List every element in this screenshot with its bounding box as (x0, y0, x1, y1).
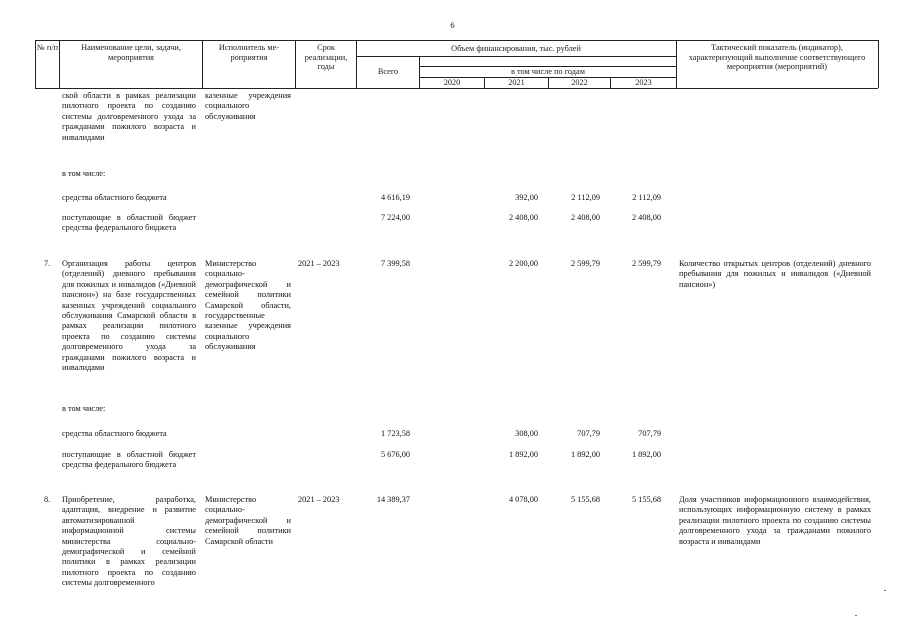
row-2021: 1 892,00 (508, 450, 538, 459)
header-year-2023: 2023 (635, 78, 652, 87)
header-year-2020: 2020 (443, 78, 461, 87)
scan-speck (884, 590, 886, 591)
row-2021: 308,00 (515, 429, 538, 438)
page-number: 6 (450, 20, 455, 30)
row-total: 5 676,00 (380, 450, 410, 459)
row-2023: 5 155,68 (631, 495, 661, 504)
row-2022: 1 892,00 (570, 450, 600, 459)
row-2022: 2 599,79 (570, 259, 600, 268)
row-2022: 2 112,09 (571, 193, 600, 202)
row-name: в том числе: (62, 404, 106, 413)
row-name: средства областного бюджета (62, 429, 167, 438)
row-executor: казенные учреждения социального обслуживания (205, 91, 291, 121)
row-term: 2021 – 2023 (298, 259, 340, 268)
row-executor: Министерство социально-демографической и семейной политики Самарской области (205, 495, 291, 546)
header-col-name: Наименование цели, задачи, мероприятия (81, 43, 181, 62)
header-year-2022: 2022 (571, 78, 588, 87)
row-2021: 392,00 (515, 193, 538, 202)
row-total: 4 616,19 (380, 193, 410, 202)
row-2023: 2 112,09 (632, 193, 661, 202)
row-name: поступающие в областной бюджет средства федерального бюджета (62, 213, 196, 233)
row-name: средства областного бюджета (62, 193, 167, 202)
row-number: 8. (44, 495, 51, 504)
row-2021: 4 078,00 (508, 495, 538, 504)
row-indicator: Количество открытых центров (отделений) дневного пребывания для пожилых и инвалидов («Дневной пансион») (679, 259, 871, 289)
row-2022: 5 155,68 (570, 495, 600, 504)
header-year-2021: 2021 (508, 78, 525, 87)
row-executor: Министерство социально-демографической и семейной политики Самарской области, государственные казенные учреждения социального обслуживания (205, 259, 291, 352)
scan-speck (855, 615, 857, 616)
row-total: 14 389,37 (376, 495, 410, 504)
header-col-term: Срок реализации, годы (304, 43, 348, 72)
row-2022: 2 408,00 (570, 213, 600, 222)
row-2023: 707,79 (638, 429, 661, 438)
row-total: 1 723,58 (380, 429, 410, 438)
row-name: Приобретение, разработка, адаптация, внедрение и развитие автоматизированной информационной системы министерства социально-демографической и семейной политики в рамках реализации пилотного проекта по созданию системы долговременного (62, 495, 196, 588)
row-2022: 707,79 (577, 429, 600, 438)
header-col-executor: Исполнитель ме-роприятия (218, 43, 280, 62)
header-col-no: № п/п (36, 43, 59, 52)
header-col-indicator: Тактический показатель (индикатор), характеризующий выполнение соответствующего мероприятия (мероприятий) (688, 43, 866, 72)
row-total: 7 399,58 (380, 259, 410, 268)
row-indicator: Доля участников информационного взаимодействия, использующих информационную систему в рамках реализации пилотного проекта по созданию системы долговременного ухода за гражданами пожилого возраста и инвалидами (679, 495, 871, 546)
row-2021: 2 408,00 (508, 213, 538, 222)
header-col-total: Всего (377, 67, 399, 76)
row-name: поступающие в областной бюджет средства федерального бюджета (62, 450, 196, 470)
row-2021: 2 200,00 (508, 259, 538, 268)
row-2023: 2 408,00 (631, 213, 661, 222)
row-term: 2021 – 2023 (298, 495, 340, 504)
row-name: Организация работы центров (отделений) дневного пребывания для пожилых и инвалидов («Дневной пансион») на базе государственных казенных учреждений социального обслуживания Самарской области в рамках реализации пилотного проекта по созданию системы долговременного ухода за гражданами пожилого возраста и инвалидами (62, 259, 196, 373)
row-2023: 1 892,00 (631, 450, 661, 459)
header-col-finance: Объем финансирования, тыс. рублей (451, 44, 581, 53)
header-col-by-years: в том числе по годам (511, 67, 585, 76)
row-total: 7 224,00 (380, 213, 410, 222)
row-name: в том числе: (62, 169, 106, 178)
row-2023: 2 599,79 (631, 259, 661, 268)
row-name: ской области в рамках реализации пилотного проекта по созданию системы долговременного ухода за гражданами пожилого возраста и инвалидами (62, 91, 196, 142)
row-number: 7. (44, 259, 51, 268)
